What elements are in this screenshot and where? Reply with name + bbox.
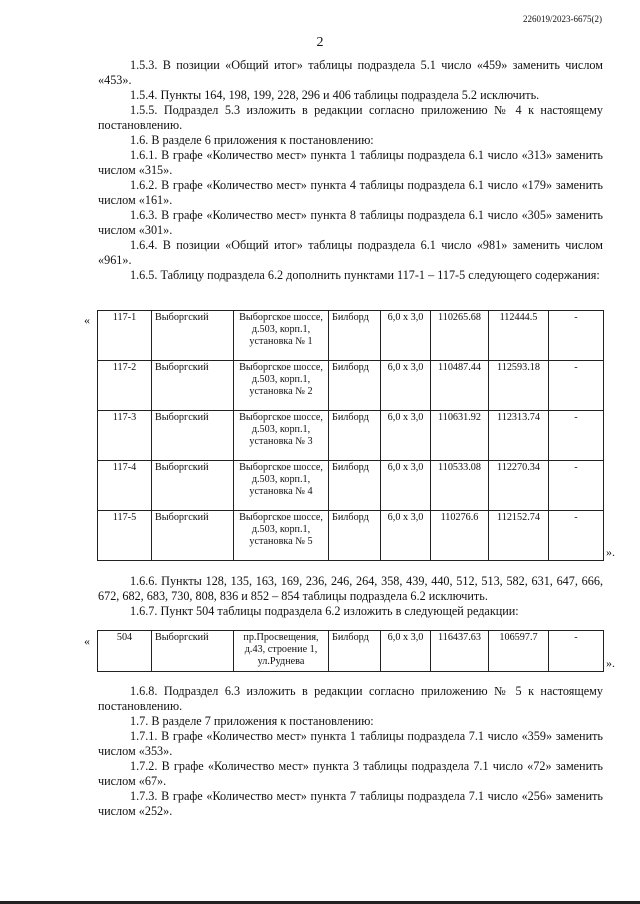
paragraph: 1.6.7. Пункт 504 таблицы подраздела 6.2 изложить в следующей редакции: [130, 604, 519, 618]
table-cell: Выборгский [152, 411, 234, 461]
table-cell: пр.Просвещения, д.43, строение 1, ул.Руднева [234, 631, 329, 672]
paragraph: 1.6. В разделе 6 приложения к постановлению: [130, 133, 374, 147]
table-cell: 117-1 [98, 311, 152, 361]
paragraph: 1.5.3. В позиции «Общий итог» таблицы подраздела 5.1 число «459» заменить числом «453». [98, 58, 603, 87]
table-cell: - [549, 631, 604, 672]
table-cell: 112593.18 [489, 361, 549, 411]
table-cell: - [549, 361, 604, 411]
paragraph: 1.7.3. В графе «Количество мест» пункта 7 таблицы подраздела 7.1 число «256» заменить числом «252». [98, 789, 603, 818]
table-row [98, 511, 604, 561]
paragraph: 1.7.1. В графе «Количество мест» пункта 1 таблицы подраздела 7.1 число «359» заменить числом «353». [98, 729, 603, 758]
paragraph: 1.5.4. Пункты 164, 198, 199, 228, 296 и 406 таблицы подраздела 5.2 исключить. [130, 88, 540, 102]
paragraph: 1.7. В разделе 7 приложения к постановлению: [130, 714, 374, 728]
table-cell: 6,0 х 3,0 [381, 411, 431, 461]
paragraph: 1.6.6. Пункты 128, 135, 163, 169, 236, 246, 264, 358, 439, 440, 512, 513, 582, 631, 647, 666, 672, 682, 683, 730, 808, 836 и 852 – 854 таблицы подраздела 6.2 исключить. [98, 574, 603, 603]
table-point-504 [97, 630, 604, 672]
table-cell: Выборгский [152, 361, 234, 411]
table-cell: - [549, 411, 604, 461]
table-cell: 504 [98, 631, 152, 672]
middle-paragraphs [98, 574, 603, 619]
paragraph: 1.5.5. Подраздел 5.3 изложить в редакции согласно приложению № 4 к настоящему постановлению. [98, 103, 603, 132]
table-cell: - [549, 311, 604, 361]
table-cell: 106597.7 [489, 631, 549, 672]
table-cell: Билборд [329, 631, 381, 672]
close-quote: ». [606, 545, 615, 559]
table-cell: Выборгский [152, 311, 234, 361]
table-cell: 117-5 [98, 511, 152, 561]
table-cell: Билборд [329, 411, 381, 461]
table-row [98, 411, 604, 461]
table-cell: Выборгское шоссе, д.503, корп.1, установка № 3 [234, 411, 329, 461]
table-cell: 116437.63 [431, 631, 489, 672]
document-number: 226019/2023-6675(2) [523, 14, 602, 24]
table-cell: Выборгский [152, 511, 234, 561]
table-row [98, 631, 604, 672]
table-cell: 117-4 [98, 461, 152, 511]
paragraph: 1.6.8. Подраздел 6.3 изложить в редакции согласно приложению № 5 к настоящему постановлению. [98, 684, 603, 713]
open-quote: « [84, 634, 90, 648]
table-cell: 110487.44 [431, 361, 489, 411]
table-row [98, 361, 604, 411]
page-number: 2 [316, 35, 324, 50]
table-cell: 6,0 х 3,0 [381, 631, 431, 672]
table-cell: Выборгское шоссе, д.503, корп.1, установка № 4 [234, 461, 329, 511]
table-cell: Билборд [329, 511, 381, 561]
table-cell: 110265.68 [431, 311, 489, 361]
table-cell: - [549, 511, 604, 561]
table-cell: 112270.34 [489, 461, 549, 511]
close-quote: ». [606, 656, 615, 670]
table-added-points [97, 310, 604, 561]
paragraph: 1.6.2. В графе «Количество мест» пункта 4 таблицы подраздела 6.1 число «179» заменить числом «161». [98, 178, 603, 207]
table-row [98, 311, 604, 361]
table-cell: Билборд [329, 361, 381, 411]
paragraph: 1.7.2. В графе «Количество мест» пункта 3 таблицы подраздела 7.1 число «72» заменить числом «67». [98, 759, 603, 788]
table-cell: 6,0 х 3,0 [381, 511, 431, 561]
paragraph: 1.6.1. В графе «Количество мест» пункта 1 таблицы подраздела 6.1 число «313» заменить числом «315». [98, 148, 603, 177]
table-row [98, 461, 604, 511]
table-cell: Выборгский [152, 461, 234, 511]
table-cell: 117-3 [98, 411, 152, 461]
table-cell: Выборгское шоссе, д.503, корп.1, установка № 5 [234, 511, 329, 561]
open-quote: « [84, 313, 90, 327]
table-cell: 110533.08 [431, 461, 489, 511]
table-cell: Выборгский [152, 631, 234, 672]
table-cell: Билборд [329, 461, 381, 511]
paragraph: 1.6.3. В графе «Количество мест» пункта 8 таблицы подраздела 6.1 число «305» заменить числом «301». [98, 208, 603, 237]
paragraph: 1.6.5. Таблицу подраздела 6.2 дополнить пунктами 117-1 – 117-5 следующего содержания: [130, 268, 600, 282]
bottom-paragraphs [98, 684, 603, 819]
table-cell: 117-2 [98, 361, 152, 411]
table-cell: 6,0 х 3,0 [381, 361, 431, 411]
table-cell: 110631.92 [431, 411, 489, 461]
table-cell: 6,0 х 3,0 [381, 461, 431, 511]
table-cell: 6,0 х 3,0 [381, 311, 431, 361]
table-cell: 112152.74 [489, 511, 549, 561]
table-cell: Выборгское шоссе, д.503, корп.1, установка № 2 [234, 361, 329, 411]
table-cell: 110276.6 [431, 511, 489, 561]
table-cell: Билборд [329, 311, 381, 361]
table-cell: Выборгское шоссе, д.503, корп.1, установка № 1 [234, 311, 329, 361]
table-cell: 112313.74 [489, 411, 549, 461]
table-cell: - [549, 461, 604, 511]
top-paragraphs [98, 58, 603, 283]
paragraph: 1.6.4. В позиции «Общий итог» таблицы подраздела 6.1 число «981» заменить числом «961». [98, 238, 603, 267]
table-cell: 112444.5 [489, 311, 549, 361]
